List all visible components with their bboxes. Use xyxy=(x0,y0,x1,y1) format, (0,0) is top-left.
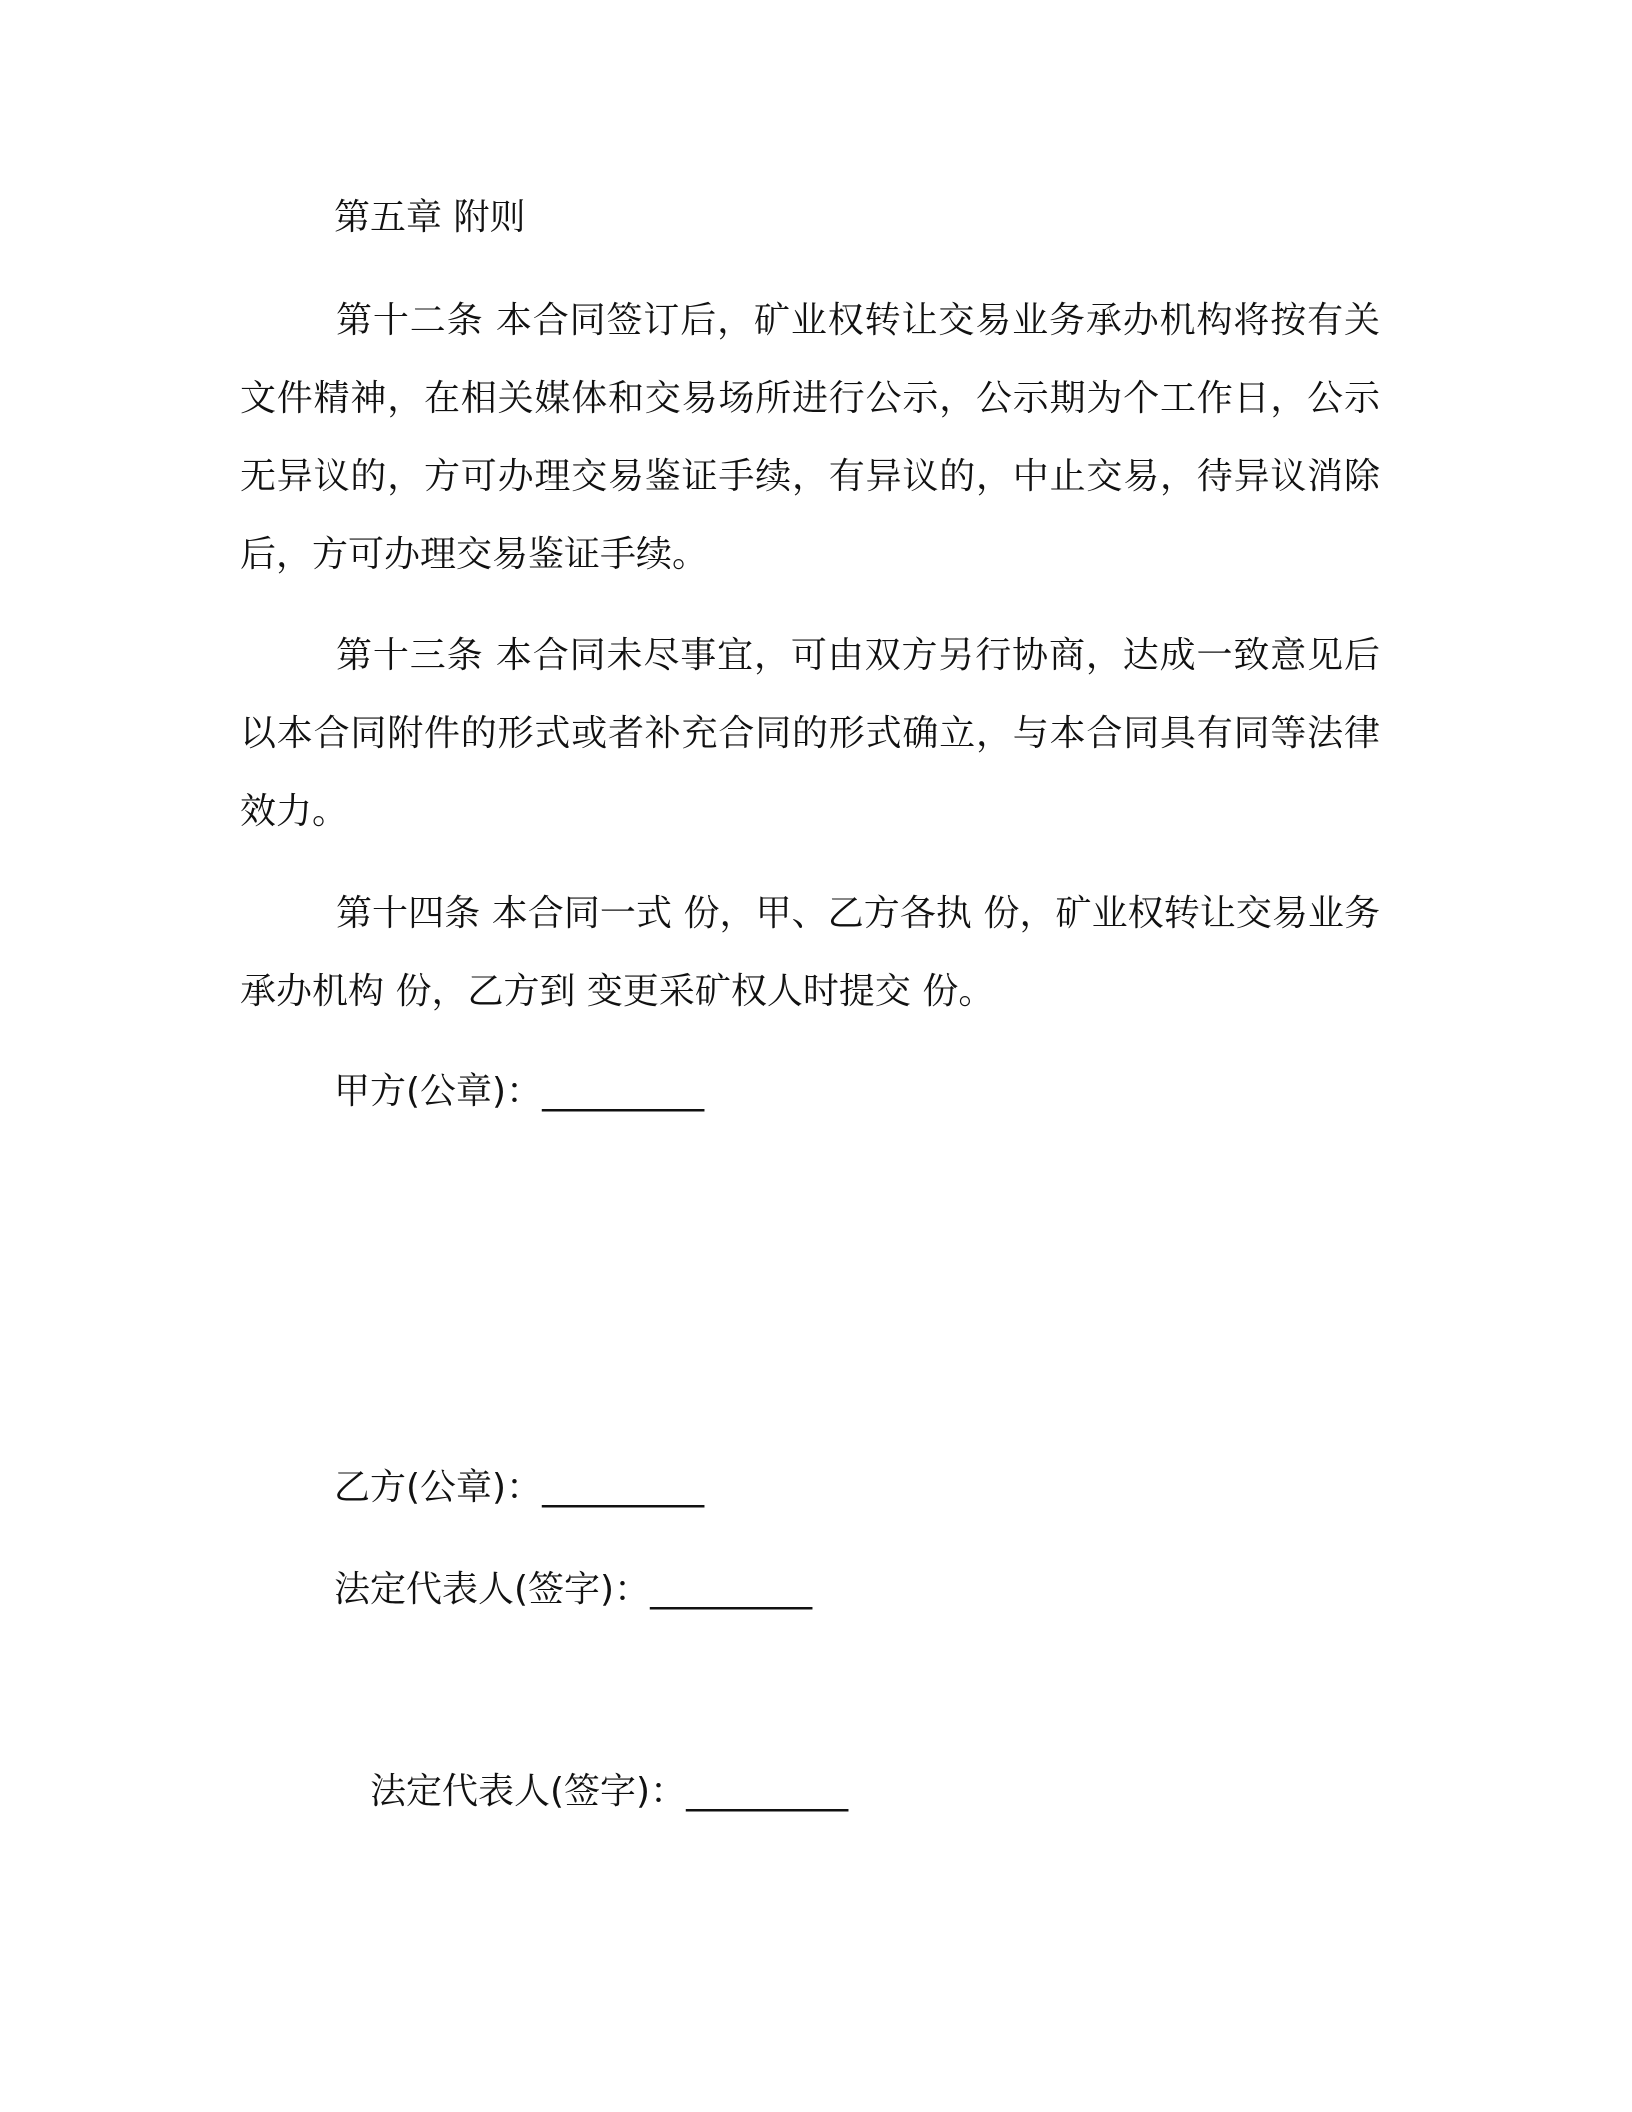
chapter-heading: 第五章 附则 xyxy=(334,197,526,238)
article-13: 第十三条 本合同未尽事宜，可由双方另行协商，达成一致意见后以本合同附件的形式或者补充合同的形式确立，与本合同具有同等法律效力。 xyxy=(240,635,1380,832)
party-a-seal-line: 甲方(公章)：_________ xyxy=(334,1071,705,1112)
party-b-seal-line: 乙方(公章)：_________ xyxy=(334,1467,705,1508)
article-12: 第十二条 本合同签订后，矿业权转让交易业务承办机构将按有关文件精神，在相关媒体和交易场所进行公示，公示期为个工作日，公示无异议的，方可办理交易鉴证手续，有异议的，中止交易，待异议消除后，方可办理交易鉴证手续。 xyxy=(240,300,1380,575)
legal-representative-signature-line-2: 法定代表人(签字)：_________ xyxy=(370,1771,849,1812)
article-14: 第十四条 本合同一式 份，甲、乙方各执 份，矿业权转让交易业务承办机构 份，乙方到 变更采矿权人时提交 份。 xyxy=(240,893,1380,1012)
legal-representative-signature-line: 法定代表人(签字)：_________ xyxy=(334,1569,813,1610)
